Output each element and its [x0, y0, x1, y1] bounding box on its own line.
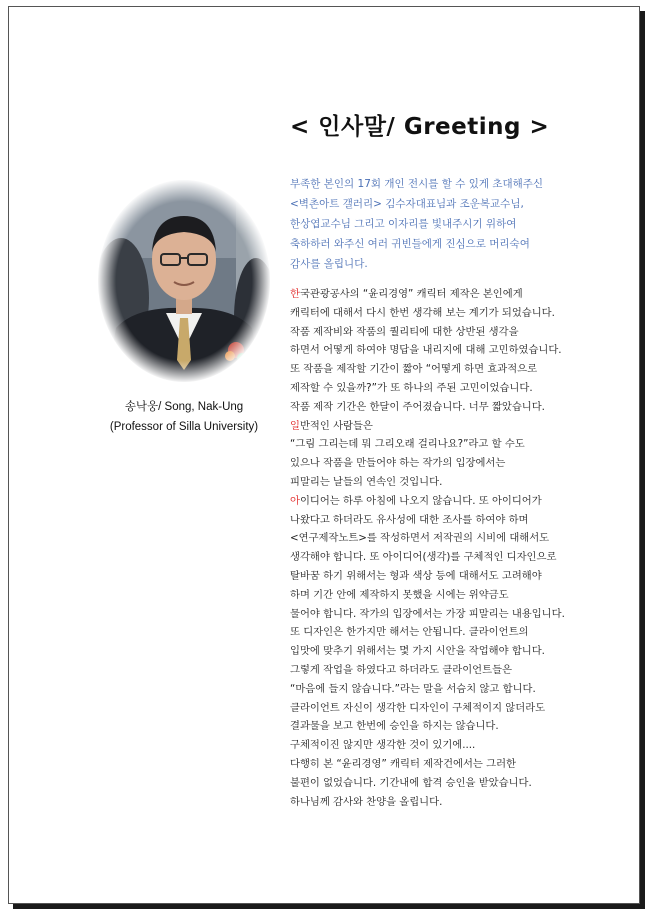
body-line-text: 하며 기간 안에 제작하지 못했을 시에는 위약금도 [290, 588, 509, 601]
body-line [290, 605, 565, 624]
body-line-text: 이디어는 하루 아침에 나오지 않습니다. 또 아이디어가 [299, 494, 542, 507]
body-line-text: 있으나 작품을 만들어야 하는 작가의 입장에서는 [290, 457, 506, 470]
body-line-text: “그림 그리는데 뭐 그리오래 걸리나요?”라고 할 수도 [290, 438, 525, 451]
body-line-text: 캐릭터에 대해서 다시 한번 생각해 보는 계기가 되었습니다. [290, 306, 555, 319]
body-line [290, 285, 565, 304]
body-line-text: “마음에 들지 않습니다.”라는 말을 서슴치 않고 합니다. [290, 682, 536, 695]
portrait-caption-name: 송낙웅/ Song, Nak-Ung [124, 401, 244, 413]
body-line-text: 국관광공사의 “윤리경영” 캐릭터 제작은 본인에게 [299, 288, 523, 300]
body-line [290, 341, 565, 360]
body-line-text: 또 디자인은 한가지만 해서는 안됩니다. 클라이언트의 [290, 626, 529, 639]
body-line-text: 작품 제작비와 작품의 퀄리티에 대한 상반된 생각을 [290, 325, 519, 338]
intro-line: 한상엽교수님 그리고 이자리를 빛내주시기 위하여 [290, 218, 517, 230]
body-line-text: 다행히 본 “윤리경영” 캐릭터 제작건에서는 그러한 [290, 757, 516, 770]
body-line-text: 하나님께 감사와 찬양을 올립니다. [290, 795, 443, 808]
highlighted-initial: 한 [290, 288, 300, 300]
body-line [290, 323, 565, 342]
body-line [290, 548, 565, 567]
page-title: < 인사말/ Greeting > [290, 114, 550, 140]
body-line [290, 586, 565, 605]
body-line [290, 492, 565, 511]
body-line-text: 구체적이진 않지만 생각한 것이 있기에.... [290, 739, 476, 752]
body-line-text: 생각해야 합니다. 또 아이디어(생각)를 구체적인 디자인으로 [290, 551, 557, 564]
body-line [290, 304, 565, 323]
body-line-text: 그렇게 작업을 하였다고 하더라도 클라이언트들은 [290, 663, 512, 676]
portrait-illustration [96, 178, 272, 384]
body-line-text: 탈바꿈 하기 위해서는 형과 색상 등에 대해서도 고려해야 [290, 569, 542, 582]
body-line [290, 511, 565, 530]
body-line-text: 클라이언트 자신이 생각한 디자인이 구체적이지 않더라도 [290, 701, 546, 714]
body-line [290, 623, 565, 642]
body-line [290, 360, 565, 379]
intro-paragraph [290, 174, 543, 274]
body-line-text: 작품 제작 기간은 한달이 주어졌습니다. 너무 짧았습니다. [290, 400, 545, 413]
intro-line: <벽촌아트 갤러리> 김수자대표님과 조운복교수님, [290, 198, 524, 210]
body-line [290, 755, 565, 774]
body-line [290, 774, 565, 793]
body-line [290, 793, 565, 812]
body-line-text: <연구제작노트>를 작성하면서 저작권의 시비에 대해서도 [290, 532, 550, 545]
highlighted-initial: 일 [290, 419, 300, 432]
body-line-text: 입맛에 맞추기 위해서는 몇 가지 시안을 작업해야 합니다. [290, 645, 545, 658]
body-line [290, 567, 565, 586]
body-line-text: 제작할 수 있을까?”가 또 하나의 주된 고민이었습니다. [290, 381, 533, 394]
intro-line: 감사를 올립니다. [290, 258, 368, 270]
body-line [290, 699, 565, 718]
body-line [290, 379, 565, 398]
body-line-text: 물어야 합니다. 작가의 입장에서는 가장 피말리는 내용입니다. [290, 607, 565, 620]
body-line [290, 717, 565, 736]
body-line [290, 680, 565, 699]
body-line [290, 661, 565, 680]
author-portrait [96, 178, 272, 384]
body-line [290, 642, 565, 661]
body-line [290, 473, 565, 492]
body-line-text: 반적인 사람들은 [299, 419, 373, 432]
body-line [290, 435, 565, 454]
body-line-text: 또 작품을 제작할 기간이 짧아 “어떻게 하면 효과적으로 [290, 363, 538, 376]
body-line-text: 결과물을 보고 한번에 승인을 하지는 않습니다. [290, 720, 499, 733]
body-paragraphs [290, 285, 565, 811]
body-line [290, 417, 565, 436]
body-line [290, 736, 565, 755]
body-line-text: 나왔다고 하더라도 유사성에 대한 조사를 하여야 하며 [290, 513, 529, 526]
body-line [290, 398, 565, 417]
body-line-text: 피말리는 날들의 연속인 것입니다. [290, 475, 443, 488]
portrait-caption-affiliation: (Professor of Silla University) [109, 421, 259, 433]
highlighted-initial: 아 [290, 494, 300, 507]
body-line-text: 하면서 어떻게 하여야 명답을 내리지에 대해 고민하였습니다. [290, 344, 562, 357]
body-line [290, 529, 565, 548]
intro-line: 축하하러 와주신 여러 귀빈들에게 진심으로 머리숙여 [290, 238, 530, 250]
body-line-text: 불편이 없었습니다. 기간내에 합격 승인을 받았습니다. [290, 776, 532, 789]
intro-line: 부족한 본인의 17회 개인 전시를 할 수 있게 초대해주신 [290, 178, 544, 190]
body-line [290, 454, 565, 473]
